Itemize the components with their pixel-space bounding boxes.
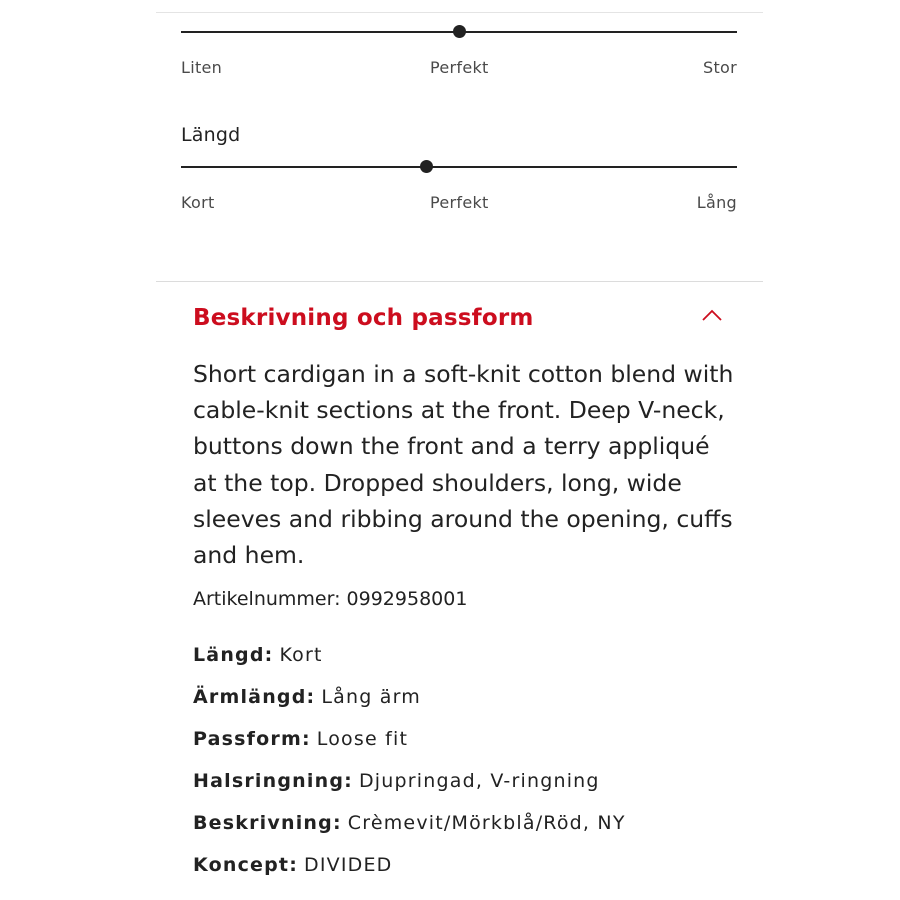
- attribute-key: Halsringning: [193, 770, 345, 792]
- size-scale-mid-label: Perfekt: [430, 58, 489, 77]
- attribute-row: Ärmlängd: Lång ärm: [193, 686, 421, 708]
- attribute-value: Crèmevit/Mörkblå/Röd, NY: [347, 812, 626, 834]
- attribute-row: Beskrivning: Crèmevit/Mörkblå/Röd, NY: [193, 812, 626, 834]
- length-scale-high-label: Lång: [696, 193, 737, 212]
- attribute-row: Passform: Loose fit: [193, 728, 409, 750]
- chevron-up-icon[interactable]: [700, 308, 724, 324]
- attribute-value: Loose fit: [316, 728, 409, 750]
- size-fit-indicator: [453, 25, 466, 38]
- attribute-key: Ärmlängd: [193, 686, 307, 708]
- length-fit-indicator: [420, 160, 433, 173]
- size-fit-slider: [181, 31, 737, 33]
- attribute-value: Djupringad, V-ringning: [358, 770, 600, 792]
- length-scale-mid-label: Perfekt: [430, 193, 489, 212]
- attribute-row: Koncept: DIVIDED: [193, 854, 393, 876]
- attribute-key: Koncept: [193, 854, 290, 876]
- attribute-value: Lång ärm: [321, 686, 421, 708]
- attribute-key: Beskrivning: [193, 812, 333, 834]
- length-fit-slider: [181, 166, 737, 168]
- divider: [156, 281, 763, 282]
- length-scale-low-label: Kort: [181, 193, 215, 212]
- divider: [156, 12, 763, 13]
- attribute-key: Passform: [193, 728, 302, 750]
- attribute-row: Längd: Kort: [193, 644, 323, 666]
- attribute-row: Halsringning: Djupringad, V-ringning: [193, 770, 600, 792]
- article-number: Artikelnummer: 0992958001: [193, 588, 468, 610]
- attribute-value: DIVIDED: [304, 854, 393, 876]
- product-description: Short cardigan in a soft-knit cotton blend with cable-knit sections at the front. Deep V-neck, buttons down the front and a terry appliqué at the top. Dropped shoulders, long, wide sleeves and ribbing around the opening, cuffs and hem.: [193, 360, 734, 570]
- size-scale-high-label: Stor: [703, 58, 737, 77]
- size-scale-low-label: Liten: [181, 58, 223, 77]
- attribute-value: Kort: [279, 644, 323, 666]
- length-slider-title: Längd: [181, 124, 241, 146]
- accordion-title[interactable]: Beskrivning och passform: [193, 305, 534, 331]
- attribute-key: Längd: [193, 644, 265, 666]
